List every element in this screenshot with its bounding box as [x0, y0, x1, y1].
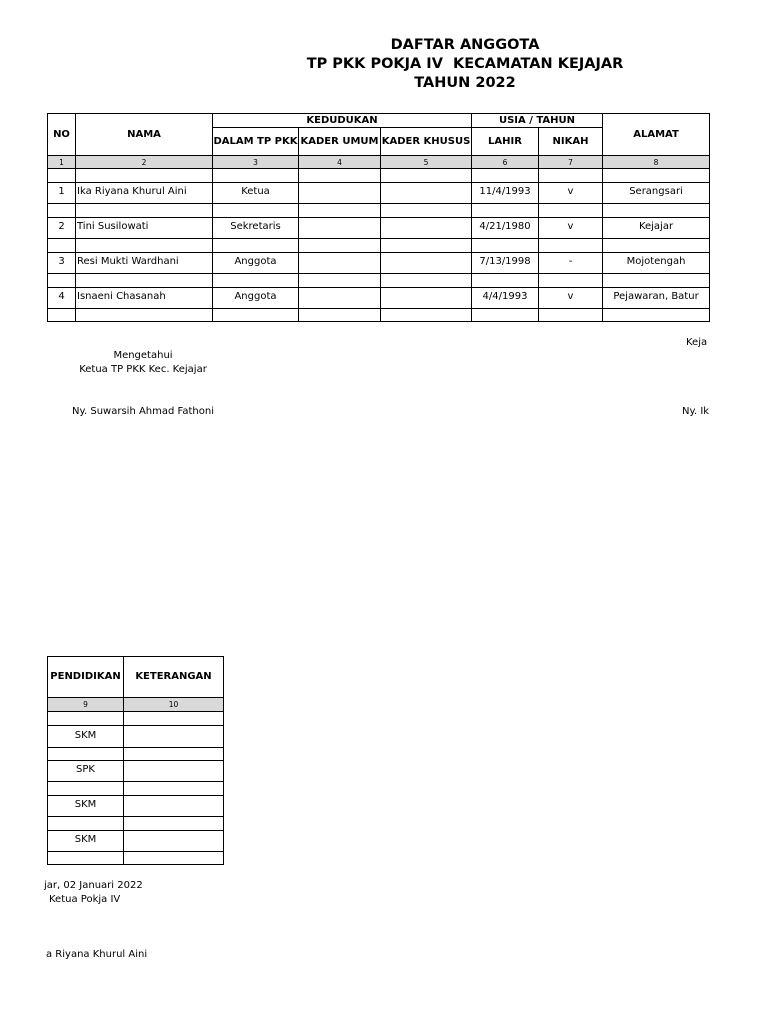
- cell-alamat: Serangsari: [603, 183, 710, 204]
- empty-cell: [539, 169, 603, 183]
- empty-cell: [381, 274, 472, 288]
- empty-cell: [124, 712, 224, 726]
- column-number: 5: [381, 156, 472, 169]
- empty-cell: [539, 274, 603, 288]
- spacer-row: [48, 817, 224, 831]
- column-number: 7: [539, 156, 603, 169]
- column-number: 6: [472, 156, 539, 169]
- date-fragment: jar, 02 Januari 2022: [44, 880, 143, 891]
- cell-nama: Tini Susilowati: [76, 218, 213, 239]
- empty-cell: [603, 169, 710, 183]
- cell-lahir: 7/13/1998: [472, 253, 539, 274]
- cell-keterangan: [124, 761, 224, 782]
- table-row: [48, 183, 710, 204]
- empty-cell: [76, 274, 213, 288]
- empty-cell: [76, 309, 213, 322]
- empty-cell: [48, 712, 124, 726]
- empty-cell: [213, 274, 299, 288]
- empty-cell: [603, 204, 710, 218]
- empty-cell: [124, 852, 224, 865]
- spacer-row: [48, 712, 224, 726]
- cell-pendidikan: SKM: [48, 726, 124, 748]
- empty-cell: [539, 239, 603, 253]
- empty-cell: [213, 169, 299, 183]
- empty-cell: [603, 239, 710, 253]
- table-row: [48, 796, 224, 817]
- empty-cell: [48, 239, 76, 253]
- empty-cell: [472, 239, 539, 253]
- empty-cell: [76, 239, 213, 253]
- acknowledged-label: Mengetahui: [113, 350, 173, 361]
- column-number: 4: [299, 156, 381, 169]
- acknowledger-name: Ny. Suwarsih Ahmad Fathoni: [72, 406, 214, 417]
- signer-name-fragment-2: a Riyana Khurul Aini: [46, 949, 148, 960]
- empty-cell: [48, 782, 124, 796]
- cell-alamat: Kejajar: [603, 218, 710, 239]
- table-row: [48, 218, 710, 239]
- empty-cell: [381, 239, 472, 253]
- column-number-row: [48, 156, 710, 169]
- header-lahir: LAHIR: [472, 128, 539, 156]
- cell-dalam-tp-pkk: Sekretaris: [213, 218, 299, 239]
- column-number: 9: [48, 698, 124, 712]
- empty-cell: [539, 309, 603, 322]
- spacer-row: [48, 274, 710, 288]
- cell-keterangan: [124, 831, 224, 852]
- empty-cell: [48, 204, 76, 218]
- education-table: [47, 656, 224, 865]
- header-nikah: NIKAH: [539, 128, 603, 156]
- cell-lahir: 4/4/1993: [472, 288, 539, 309]
- document-title: [215, 36, 715, 93]
- cell-pendidikan: SPK: [48, 761, 124, 782]
- table-row: [48, 831, 224, 852]
- cell-dalam-tp-pkk: Anggota: [213, 253, 299, 274]
- cell-kader-khusus: [381, 253, 472, 274]
- table-row: [48, 253, 710, 274]
- empty-cell: [124, 782, 224, 796]
- spacer-row: [48, 204, 710, 218]
- empty-cell: [299, 309, 381, 322]
- empty-cell: [124, 748, 224, 761]
- cell-nama: Ika Riyana Khurul Aini: [76, 183, 213, 204]
- cell-kader-umum: [299, 183, 381, 204]
- cell-kader-umum: [299, 218, 381, 239]
- cell-no: 1: [48, 183, 76, 204]
- column-number: 1: [48, 156, 76, 169]
- header-nama: NAMA: [76, 114, 213, 156]
- spacer-row: [48, 782, 224, 796]
- cell-kader-khusus: [381, 218, 472, 239]
- cell-kader-khusus: [381, 183, 472, 204]
- empty-cell: [299, 274, 381, 288]
- signer-role: Ketua Pokja IV: [49, 894, 121, 905]
- column-number: 2: [76, 156, 213, 169]
- cell-nikah: -: [539, 253, 603, 274]
- header-keterangan: KETERANGAN: [124, 657, 224, 698]
- cell-pendidikan: SKM: [48, 796, 124, 817]
- cell-kader-khusus: [381, 288, 472, 309]
- cell-kader-umum: [299, 253, 381, 274]
- empty-cell: [48, 169, 76, 183]
- header-usia-tahun: USIA / TAHUN: [472, 114, 603, 128]
- header-row-1: [48, 114, 710, 128]
- cell-dalam-tp-pkk: Anggota: [213, 288, 299, 309]
- column-number: 10: [124, 698, 224, 712]
- empty-cell: [381, 169, 472, 183]
- empty-cell: [48, 274, 76, 288]
- table-row: [48, 726, 224, 748]
- empty-cell: [299, 204, 381, 218]
- empty-cell: [48, 817, 124, 831]
- empty-cell: [48, 852, 124, 865]
- title-line-3: TAHUN 2022: [414, 75, 516, 91]
- empty-cell: [299, 239, 381, 253]
- header-kader-khusus: KADER KHUSUS: [381, 128, 472, 156]
- cell-keterangan: [124, 726, 224, 748]
- cell-pendidikan: SKM: [48, 831, 124, 852]
- cell-no: 3: [48, 253, 76, 274]
- cell-no: 4: [48, 288, 76, 309]
- empty-cell: [124, 817, 224, 831]
- header-kader-umum: KADER UMUM: [299, 128, 381, 156]
- empty-cell: [76, 169, 213, 183]
- empty-cell: [472, 169, 539, 183]
- title-line-1: DAFTAR ANGGOTA: [390, 37, 540, 53]
- cell-alamat: Pejawaran, Batur: [603, 288, 710, 309]
- spacer-row: [48, 748, 224, 761]
- header-kedudukan: KEDUDUKAN: [213, 114, 472, 128]
- empty-cell: [213, 204, 299, 218]
- cell-nikah: v: [539, 218, 603, 239]
- cell-lahir: 11/4/1993: [472, 183, 539, 204]
- signer-name-fragment: Ny. Ik: [682, 406, 709, 417]
- acknowledger-role: Ketua TP PKK Kec. Kejajar: [79, 364, 207, 375]
- cell-alamat: Mojotengah: [603, 253, 710, 274]
- column-number-row: [48, 698, 224, 712]
- cell-nama: Resi Mukti Wardhani: [76, 253, 213, 274]
- cell-dalam-tp-pkk: Ketua: [213, 183, 299, 204]
- empty-cell: [213, 239, 299, 253]
- empty-cell: [603, 274, 710, 288]
- header-pendidikan: PENDIDIKAN: [48, 657, 124, 698]
- title-line-2: TP PKK POKJA IV KECAMATAN KEJAJAR: [306, 56, 624, 72]
- spacer-row: [48, 852, 224, 865]
- column-number: 8: [603, 156, 710, 169]
- empty-cell: [472, 274, 539, 288]
- date-place-fragment: Keja: [686, 337, 708, 348]
- cell-keterangan: [124, 796, 224, 817]
- cell-nikah: v: [539, 183, 603, 204]
- empty-cell: [381, 204, 472, 218]
- empty-cell: [213, 309, 299, 322]
- header-row: [48, 657, 224, 698]
- empty-cell: [539, 204, 603, 218]
- empty-cell: [603, 309, 710, 322]
- cell-nama: Isnaeni Chasanah: [76, 288, 213, 309]
- spacer-row: [48, 239, 710, 253]
- spacer-row: [48, 309, 710, 322]
- empty-cell: [48, 748, 124, 761]
- table-row: [48, 288, 710, 309]
- cell-kader-umum: [299, 288, 381, 309]
- header-alamat: ALAMAT: [603, 114, 710, 156]
- empty-cell: [299, 169, 381, 183]
- table-row: [48, 761, 224, 782]
- empty-cell: [76, 204, 213, 218]
- header-dalam-tp-pkk: DALAM TP PKK: [213, 128, 299, 156]
- empty-cell: [472, 204, 539, 218]
- cell-no: 2: [48, 218, 76, 239]
- header-no: NO: [48, 114, 76, 156]
- cell-nikah: v: [539, 288, 603, 309]
- cell-lahir: 4/21/1980: [472, 218, 539, 239]
- empty-cell: [48, 309, 76, 322]
- empty-cell: [381, 309, 472, 322]
- column-number: 3: [213, 156, 299, 169]
- empty-cell: [472, 309, 539, 322]
- member-table: [47, 113, 710, 322]
- spacer-row: [48, 169, 710, 183]
